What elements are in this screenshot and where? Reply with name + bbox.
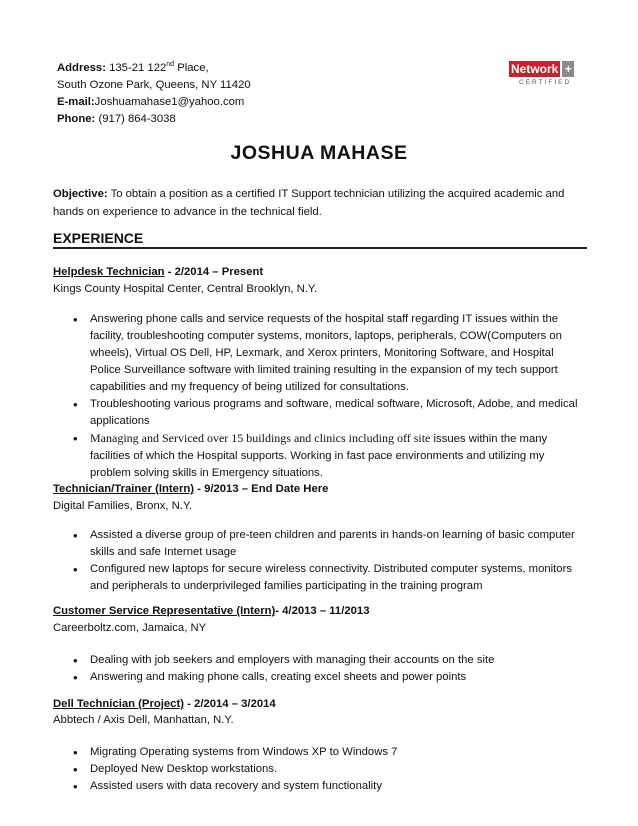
address-line1-pre: 135-21 122 xyxy=(109,61,167,74)
network-plus-certified-logo xyxy=(509,61,585,89)
list-item: • Assisted a diverse group of pre-teen children and parents in hands-on learning of basic computer skills and safe Internet usage xyxy=(53,527,583,561)
job-dates: - 2/2014 – 3/2014 xyxy=(184,698,276,710)
job-bullets-4 xyxy=(53,744,583,795)
list-item: • Migrating Operating systems from Windows XP to Windows 7 xyxy=(53,744,583,761)
job-place-4: Abbtech / Axis Dell, Manhattan, N.Y. xyxy=(53,714,234,726)
job-title-text: Technician/Trainer (Intern) xyxy=(53,483,195,495)
job-title-3 xyxy=(53,605,369,617)
address-label: Address: xyxy=(57,61,106,74)
candidate-name: JOSHUA MAHASE xyxy=(230,142,408,164)
section-title-experience: EXPERIENCE xyxy=(53,230,144,246)
bullet-rest-text: issues within the many facilities of which the Hospital supports. Working in fast pace environments and utilizing my problem solving skills in Emergency situations. xyxy=(90,433,548,479)
bullet-serif-text: Managing and Serviced over 15 buildings and clinics including off site xyxy=(90,431,431,445)
logo-brand: Network xyxy=(511,62,559,76)
list-item: • Dealing with job seekers and employers with managing their accounts on the site xyxy=(53,652,583,669)
job-bullets-3 xyxy=(53,652,583,686)
list-item: • Assisted users with data recovery and system functionality xyxy=(53,778,583,795)
logo-certified: CERTIFIED xyxy=(519,79,572,86)
section-divider xyxy=(53,247,587,249)
objective xyxy=(53,185,593,221)
job-bullets-1 xyxy=(53,311,583,482)
email-value[interactable]: Joshuamahase1@yahoo.com xyxy=(94,95,245,108)
job-dates: - 2/2014 – Present xyxy=(164,266,264,278)
job-title-text: Dell Technician (Project) xyxy=(53,698,184,710)
list-item: • Answering phone calls and service requests of the hospital staff regarding IT issues within the facility, troubleshooting computer systems, monitors, laptops, peripherals, COW(Computers on wheels), Virtual OS Dell, HP, Lexmark, and Xerox printers, Monitoring Software, and Hospital Police Surveillance software with limited training resulting in the expansion of my tech support capabilities and my frequency of being utilized for consultations. xyxy=(53,311,583,396)
job-title-text: Helpdesk Technician xyxy=(53,266,165,278)
job-dates: - 4/2013 – 11/2013 xyxy=(275,605,370,617)
objective-label: Objective: xyxy=(53,188,108,200)
job-title-1 xyxy=(53,266,263,278)
job-title-2 xyxy=(53,483,328,495)
list-item: • Troubleshooting various programs and software, medical software, Microsoft, Adobe, and medical applications xyxy=(53,396,583,430)
job-title-4 xyxy=(53,698,276,710)
job-place-2: Digital Families, Bronx, N.Y. xyxy=(53,500,193,512)
job-bullets-2 xyxy=(53,527,583,595)
job-place-1: Kings County Hospital Center, Central Brooklyn, N.Y. xyxy=(53,283,318,295)
address-sup: nd xyxy=(166,61,175,68)
job-title-text: Customer Service Representative (Intern) xyxy=(53,605,276,617)
phone-line xyxy=(57,111,251,128)
list-item: • Answering and making phone calls, creating excel sheets and power points xyxy=(53,669,583,686)
address-line2: South Ozone Park, Queens, NY 11420 xyxy=(57,78,251,91)
job-place-3: Careerboltz.com, Jamaica, NY xyxy=(53,622,207,634)
objective-text: To obtain a position as a certified IT Support technician utilizing the acquired academic and hands on experience to advance in the technical field. xyxy=(53,188,565,218)
email-line xyxy=(57,94,251,111)
contact-block xyxy=(57,56,251,128)
address-line xyxy=(57,56,251,77)
job-dates: - 9/2013 – End Date Here xyxy=(194,483,329,495)
email-label: E-mail: xyxy=(57,95,95,108)
phone-value: (917) 864-3038 xyxy=(98,112,176,125)
address-line1-post: Place, xyxy=(174,61,209,74)
list-item xyxy=(53,430,583,482)
logo-plus: + xyxy=(562,61,574,77)
list-item: • Deployed New Desktop workstations. xyxy=(53,761,583,778)
list-item: • Configured new laptops for secure wireless connectivity. Distributed computer systems, monitors and peripherals to underprivileged families participating in the training program xyxy=(53,561,583,595)
phone-label: Phone: xyxy=(57,112,96,125)
